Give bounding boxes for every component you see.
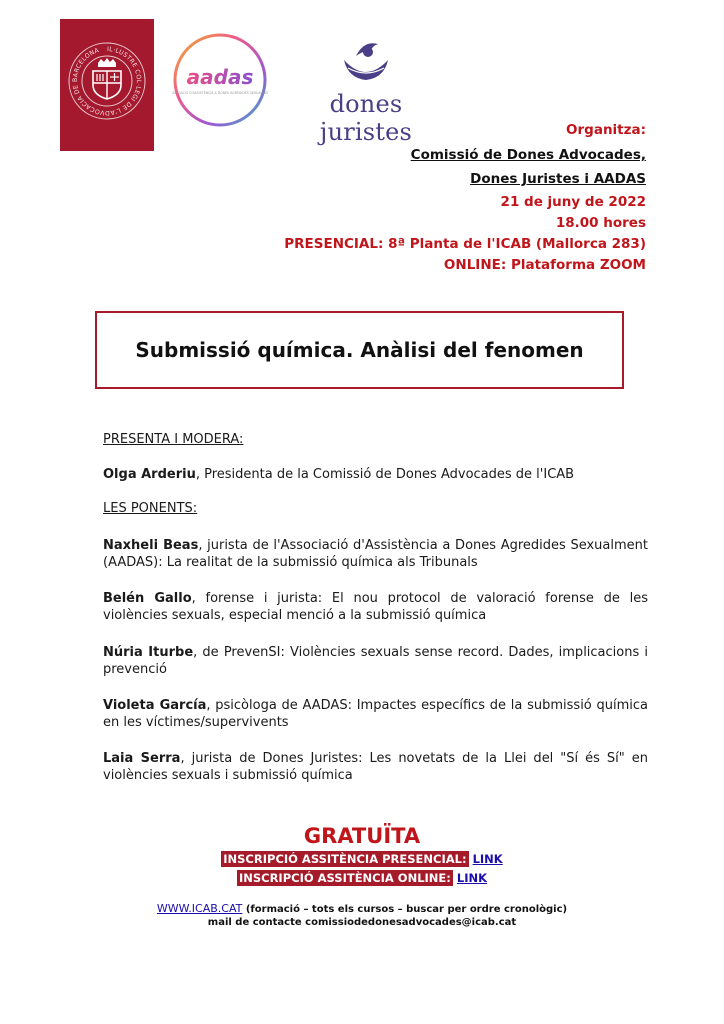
ponent-description: , de PrevenSI: Violències sexuals sense record. Dades, implicacions i prevenció: [103, 645, 649, 677]
presenta-heading: PRESENTA I MODERA:: [103, 432, 244, 447]
aadas-logo: [172, 32, 268, 128]
event-presencial: PRESENCIAL: 8ª Planta de l'ICAB (Mallorca 283): [284, 236, 646, 252]
presenta-entry: [103, 466, 648, 483]
icab-logo: [60, 19, 154, 151]
ponent-name: Laia Serra: [103, 751, 181, 766]
title-box: [95, 311, 624, 389]
ponent-description: , jurista de Dones Juristes: Les novetats de la Llei del "Sí és Sí" en violències sexuals i submissió química: [103, 751, 649, 783]
icab-url-note: (formació – tots els cursos – buscar per ordre cronològic): [242, 904, 568, 915]
aadas-logo-subtext: ASSOCIACIÓ D'ASSISTÈNCIA A DONES AGREDIDES SEXUALMENT: [172, 91, 268, 95]
footer-url-line: [0, 902, 724, 915]
dones-juristes-logo: [280, 38, 452, 146]
ponent-name: Belén Gallo: [103, 591, 192, 606]
presenter-description: , Presidenta de la Comissió de Dones Advocades de l'ICAB: [195, 467, 575, 482]
inscripcio-presencial-label: INSCRIPCIÓ ASSITÈNCIA PRESENCIAL:: [223, 852, 467, 866]
event-title: Submissió química. Anàlisi del fenomen: [135, 338, 584, 362]
event-online: ONLINE: Plataforma ZOOM: [443, 257, 646, 273]
contact-mail: mail de contacte comissiodedonesadvocades@icab.cat: [207, 917, 517, 928]
ponent-entry: [103, 697, 648, 731]
organizer-line-1: Comissió de Dones Advocades,: [410, 147, 646, 163]
ponent-name: Violeta García: [103, 698, 207, 713]
dones-juristes-logo-text: dones juristes: [319, 90, 413, 146]
inscripcio-online: [0, 871, 724, 885]
gratuita-label: GRATUÏTA: [303, 824, 421, 848]
icab-url-link[interactable]: WWW.ICAB.CAT: [156, 902, 243, 915]
ponent-description: , forense i jurista: El nou protocol de valoració forense de les violències sexuals, especial menció a la submissió química: [103, 591, 648, 623]
aadas-logo-text: aadas: [186, 65, 254, 89]
organitza-label: Organitza:: [566, 122, 646, 138]
inscripcio-presencial-link[interactable]: LINK: [472, 852, 503, 866]
ponent-description: , psicòloga de AADAS: Impactes específics de la submissió química en les víctimes/supervivents: [103, 698, 648, 730]
ponent-description: , jurista de l'Associació d'Assistència a Dones Agredides Sexualment (AADAS): La realitat de la submissió química als Tribunals: [103, 538, 648, 570]
inscripcio-online-link[interactable]: LINK: [456, 871, 488, 885]
ponent-name: Núria Iturbe: [103, 645, 194, 660]
presenter-name: Olga Arderiu: [103, 467, 196, 482]
inscripcio-online-label: INSCRIPCIÓ ASSITÈNCIA ONLINE:: [238, 871, 451, 885]
ponents-heading: LES PONENTS:: [103, 501, 198, 516]
event-date: 21 de juny de 2022: [500, 194, 646, 210]
ponent-name: Naxheli Beas: [103, 538, 199, 553]
ponent-entry: [103, 750, 648, 784]
ponent-entry: [103, 590, 648, 624]
inscripcio-presencial: [0, 852, 724, 866]
event-time: 18.00 hores: [555, 215, 646, 231]
ponent-entry: [103, 644, 648, 678]
organizer-line-2: Dones Juristes i AADAS: [470, 171, 646, 187]
icab-logo-ring-text: IL·LUSTRE COL·LEGI DE L'ADVOCACIA DE BARCELONA: [71, 45, 142, 117]
ponent-entry: [103, 537, 648, 571]
